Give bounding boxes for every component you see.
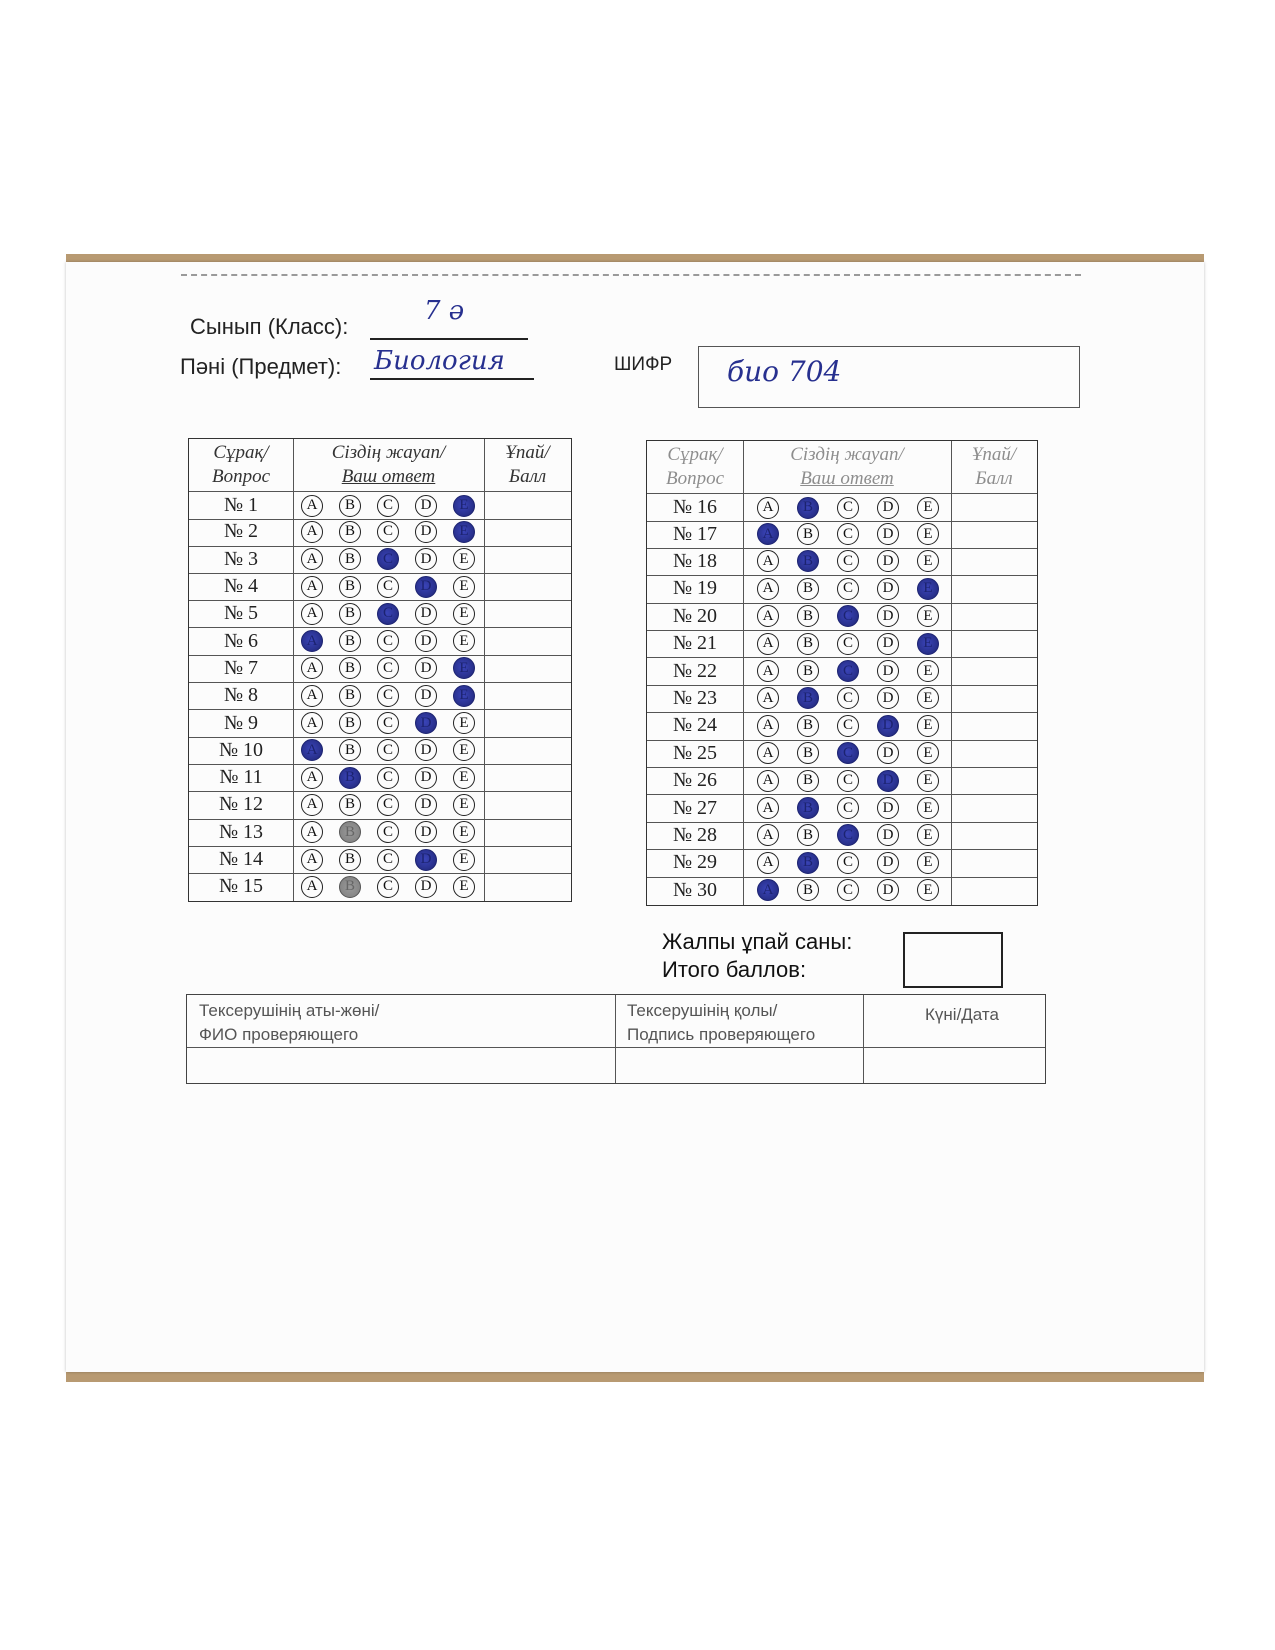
question-number: № 11 bbox=[219, 766, 263, 789]
question-number: № 3 bbox=[223, 547, 259, 570]
answer-bubble-a[interactable]: A bbox=[757, 550, 779, 572]
header-score bbox=[484, 439, 571, 493]
answer-bubble-d[interactable]: D bbox=[415, 849, 437, 871]
answer-bubble-a[interactable]: A bbox=[301, 849, 323, 871]
question-number: № 2 bbox=[223, 520, 259, 543]
answer-bubble-c[interactable]: C bbox=[837, 770, 859, 792]
question-row bbox=[189, 764, 571, 792]
answer-bubble-e[interactable]: E bbox=[917, 633, 939, 655]
question-number: № 20 bbox=[672, 604, 718, 627]
answer-bubble-b[interactable]: B bbox=[339, 849, 361, 871]
answer-bubble-e[interactable]: E bbox=[917, 797, 939, 819]
question-row bbox=[189, 655, 571, 683]
header-question-ru: Вопрос bbox=[665, 468, 725, 489]
answer-bubble-a[interactable]: A bbox=[757, 742, 779, 764]
answer-bubble-e[interactable]: E bbox=[453, 603, 475, 625]
question-row bbox=[647, 712, 1037, 740]
answer-bubble-e[interactable]: E bbox=[453, 521, 475, 543]
answer-bubble-a[interactable]: A bbox=[757, 797, 779, 819]
answer-bubble-c[interactable]: C bbox=[837, 633, 859, 655]
answer-bubble-b[interactable]: B bbox=[339, 576, 361, 598]
answer-bubble-d[interactable]: D bbox=[415, 521, 437, 543]
question-row bbox=[189, 546, 571, 574]
answer-bubble-c[interactable]: C bbox=[837, 550, 859, 572]
answer-bubble-c[interactable]: C bbox=[377, 794, 399, 816]
answer-bubble-d[interactable]: D bbox=[877, 770, 899, 792]
answer-bubble-e[interactable]: E bbox=[917, 523, 939, 545]
question-row bbox=[647, 657, 1037, 685]
answer-sheet bbox=[66, 262, 1204, 1372]
answer-bubble-c[interactable]: C bbox=[837, 523, 859, 545]
answer-bubble-d[interactable]: D bbox=[877, 578, 899, 600]
answer-bubble-c[interactable]: C bbox=[837, 605, 859, 627]
answer-bubble-e[interactable]: E bbox=[453, 821, 475, 843]
question-number: № 1 bbox=[223, 494, 259, 517]
answer-bubble-e[interactable]: E bbox=[453, 657, 475, 679]
answer-bubble-a[interactable]: A bbox=[757, 852, 779, 874]
answer-bubble-e[interactable]: E bbox=[453, 849, 475, 871]
answer-bubble-a[interactable]: A bbox=[301, 657, 323, 679]
answer-bubble-d[interactable]: D bbox=[877, 824, 899, 846]
answer-bubble-a[interactable]: A bbox=[301, 495, 323, 517]
answer-bubble-d[interactable]: D bbox=[415, 576, 437, 598]
question-row bbox=[189, 846, 571, 874]
question-row bbox=[647, 630, 1037, 658]
answer-bubble-e[interactable]: E bbox=[453, 794, 475, 816]
answer-bubble-b[interactable]: B bbox=[339, 630, 361, 652]
answer-bubble-c[interactable]: C bbox=[837, 879, 859, 901]
question-row bbox=[189, 791, 571, 819]
header-score-ru: Балл bbox=[508, 466, 547, 487]
header-answer bbox=[293, 439, 484, 493]
answer-bubble-a[interactable]: A bbox=[301, 767, 323, 789]
answer-bubble-b[interactable]: B bbox=[339, 521, 361, 543]
answer-bubble-d[interactable]: D bbox=[415, 876, 437, 898]
answer-bubble-d[interactable]: D bbox=[877, 550, 899, 572]
answer-bubble-b[interactable]: B bbox=[797, 797, 819, 819]
answer-bubble-e[interactable]: E bbox=[453, 630, 475, 652]
answer-bubble-e[interactable]: E bbox=[917, 770, 939, 792]
question-row bbox=[647, 794, 1037, 822]
answer-bubble-d[interactable]: D bbox=[877, 660, 899, 682]
answer-bubble-e[interactable]: E bbox=[453, 495, 475, 517]
answer-bubble-d[interactable]: D bbox=[415, 685, 437, 707]
answer-bubble-e[interactable]: E bbox=[453, 576, 475, 598]
answer-bubble-e[interactable]: E bbox=[917, 879, 939, 901]
answer-bubble-b[interactable]: B bbox=[339, 603, 361, 625]
answer-bubble-c[interactable]: C bbox=[377, 657, 399, 679]
question-number: № 10 bbox=[218, 738, 264, 761]
subject-label: Пәні (Предмет): bbox=[180, 354, 342, 379]
answer-bubble-b[interactable]: B bbox=[797, 742, 819, 764]
question-number: № 13 bbox=[218, 820, 264, 843]
answer-bubble-e[interactable]: E bbox=[917, 687, 939, 709]
question-number: № 22 bbox=[672, 659, 718, 682]
question-row bbox=[647, 685, 1037, 713]
answer-bubble-d[interactable]: D bbox=[877, 497, 899, 519]
answer-bubble-d[interactable]: D bbox=[415, 712, 437, 734]
answer-bubble-a[interactable]: A bbox=[757, 523, 779, 545]
answer-bubble-c[interactable]: C bbox=[377, 739, 399, 761]
header-question bbox=[647, 441, 743, 495]
answer-bubble-a[interactable]: A bbox=[757, 715, 779, 737]
answer-bubble-d[interactable]: D bbox=[877, 879, 899, 901]
question-number: № 24 bbox=[672, 714, 718, 737]
question-number: № 29 bbox=[672, 851, 718, 874]
question-row bbox=[189, 600, 571, 628]
answer-bubble-b[interactable]: B bbox=[797, 770, 819, 792]
answer-bubble-a[interactable]: A bbox=[757, 824, 779, 846]
question-row bbox=[189, 682, 571, 710]
total-label-ru: Итого баллов: bbox=[662, 957, 807, 982]
question-number: № 9 bbox=[223, 711, 259, 734]
answer-bubble-d[interactable]: D bbox=[415, 630, 437, 652]
answer-bubble-d[interactable]: D bbox=[415, 767, 437, 789]
answer-bubble-c[interactable]: C bbox=[377, 767, 399, 789]
question-number: № 16 bbox=[672, 496, 718, 519]
checker-row-divider bbox=[187, 1047, 1045, 1048]
question-row bbox=[647, 767, 1037, 795]
question-number: № 19 bbox=[672, 577, 718, 600]
answer-bubble-d[interactable]: D bbox=[415, 603, 437, 625]
question-number: № 25 bbox=[672, 741, 718, 764]
answer-bubble-e[interactable]: E bbox=[917, 852, 939, 874]
answer-bubble-d[interactable]: D bbox=[415, 495, 437, 517]
desk-edge-top bbox=[66, 254, 1204, 262]
header-score-kz: Ұпай/ bbox=[505, 442, 550, 463]
header-answer-ru: Ваш ответ bbox=[800, 468, 894, 489]
answer-bubble-a[interactable]: A bbox=[301, 603, 323, 625]
header-question-kz: Сұрақ/ bbox=[213, 442, 269, 463]
total-label-kz: Жалпы ұпай саны: bbox=[662, 929, 853, 954]
question-row bbox=[189, 491, 571, 520]
answer-bubble-d[interactable]: D bbox=[877, 523, 899, 545]
class-label: Сынып (Класс): bbox=[190, 314, 349, 339]
answer-bubble-b[interactable]: B bbox=[339, 685, 361, 707]
answer-bubble-b[interactable]: B bbox=[797, 687, 819, 709]
answer-bubble-e[interactable]: E bbox=[453, 876, 475, 898]
answer-bubble-a[interactable]: A bbox=[301, 630, 323, 652]
answer-bubble-a[interactable]: A bbox=[757, 879, 779, 901]
answer-bubble-e[interactable]: E bbox=[917, 578, 939, 600]
question-number: № 21 bbox=[672, 632, 718, 655]
answer-bubble-b[interactable]: B bbox=[797, 523, 819, 545]
answer-bubble-e[interactable]: E bbox=[453, 739, 475, 761]
answer-bubble-c[interactable]: C bbox=[837, 824, 859, 846]
checker-name-header bbox=[199, 999, 379, 1047]
answer-bubble-c[interactable]: C bbox=[837, 742, 859, 764]
answer-bubble-a[interactable]: A bbox=[301, 821, 323, 843]
answer-bubble-b[interactable]: B bbox=[797, 824, 819, 846]
answer-bubble-a[interactable]: A bbox=[301, 712, 323, 734]
answer-bubble-b[interactable]: B bbox=[797, 497, 819, 519]
answer-bubble-c[interactable]: C bbox=[377, 712, 399, 734]
answer-table-right bbox=[646, 440, 1038, 906]
answer-bubble-d[interactable]: D bbox=[415, 739, 437, 761]
answer-bubble-e[interactable]: E bbox=[453, 548, 475, 570]
checker-name-kz: Тексерушінің аты-жөні/ bbox=[199, 1001, 380, 1020]
question-row bbox=[189, 573, 571, 601]
answer-bubble-d[interactable]: D bbox=[877, 715, 899, 737]
cipher-box bbox=[698, 346, 1080, 408]
answer-bubble-e[interactable]: E bbox=[917, 550, 939, 572]
header-score bbox=[951, 441, 1037, 495]
answer-bubble-a[interactable]: A bbox=[301, 576, 323, 598]
header-answer-ru: Ваш ответ bbox=[341, 466, 436, 487]
answer-bubble-c[interactable]: C bbox=[377, 603, 399, 625]
class-value: 7 ә bbox=[424, 296, 465, 326]
answer-bubble-c[interactable]: C bbox=[377, 821, 399, 843]
answer-bubble-d[interactable]: D bbox=[415, 548, 437, 570]
answer-bubble-a[interactable]: A bbox=[301, 521, 323, 543]
answer-bubble-e[interactable]: E bbox=[917, 715, 939, 737]
question-row bbox=[647, 849, 1037, 877]
question-number: № 12 bbox=[218, 793, 264, 816]
question-number: № 26 bbox=[672, 769, 718, 792]
answer-bubble-b[interactable]: B bbox=[797, 578, 819, 600]
question-row bbox=[189, 518, 571, 546]
question-row bbox=[647, 575, 1037, 603]
answer-bubble-e[interactable]: E bbox=[917, 605, 939, 627]
checker-table bbox=[186, 994, 1046, 1084]
answer-bubble-c[interactable]: C bbox=[377, 876, 399, 898]
answer-bubble-b[interactable]: B bbox=[339, 495, 361, 517]
answer-bubble-d[interactable]: D bbox=[415, 821, 437, 843]
answer-bubble-e[interactable]: E bbox=[453, 712, 475, 734]
question-number: № 18 bbox=[672, 549, 718, 572]
question-row bbox=[189, 737, 571, 765]
question-row bbox=[647, 822, 1037, 850]
answer-bubble-d[interactable]: D bbox=[877, 742, 899, 764]
answer-bubble-d[interactable]: D bbox=[415, 794, 437, 816]
question-number: № 7 bbox=[223, 656, 259, 679]
question-row bbox=[647, 877, 1037, 904]
checker-signature-ru: Подпись проверяющего bbox=[627, 1025, 816, 1044]
answer-bubble-b[interactable]: B bbox=[339, 548, 361, 570]
question-row bbox=[189, 819, 571, 847]
checker-signature-header bbox=[627, 999, 815, 1047]
answer-bubble-e[interactable]: E bbox=[917, 824, 939, 846]
answer-bubble-e[interactable]: E bbox=[917, 497, 939, 519]
answer-bubble-b[interactable]: B bbox=[797, 715, 819, 737]
answer-bubble-a[interactable]: A bbox=[757, 578, 779, 600]
answer-bubble-b[interactable]: B bbox=[339, 767, 361, 789]
answer-bubble-c[interactable]: C bbox=[377, 685, 399, 707]
cipher-value: био 704 bbox=[727, 355, 842, 388]
answer-bubble-c[interactable]: C bbox=[837, 797, 859, 819]
question-row bbox=[647, 740, 1037, 768]
answer-bubble-e[interactable]: E bbox=[917, 742, 939, 764]
answer-bubble-a[interactable]: A bbox=[757, 660, 779, 682]
total-score-box[interactable] bbox=[903, 932, 1003, 988]
answer-bubble-a[interactable]: A bbox=[301, 739, 323, 761]
subject-underline bbox=[370, 378, 534, 380]
checker-signature-kz: Тексерушінің қолы/ bbox=[627, 1001, 778, 1020]
answer-table-left bbox=[188, 438, 572, 902]
answer-bubble-a[interactable]: A bbox=[757, 497, 779, 519]
question-number: № 27 bbox=[672, 796, 718, 819]
answer-bubble-b[interactable]: B bbox=[339, 657, 361, 679]
answer-bubble-a[interactable]: A bbox=[301, 685, 323, 707]
question-number: № 5 bbox=[223, 602, 259, 625]
answer-bubble-d[interactable]: D bbox=[877, 633, 899, 655]
question-number: № 30 bbox=[672, 878, 718, 901]
header-score-kz: Ұпай/ bbox=[971, 444, 1017, 465]
answer-bubble-a[interactable]: A bbox=[301, 548, 323, 570]
question-number: № 17 bbox=[672, 522, 718, 545]
question-row bbox=[189, 873, 571, 900]
answer-bubble-e[interactable]: E bbox=[453, 767, 475, 789]
answer-bubble-c[interactable]: C bbox=[837, 660, 859, 682]
answer-bubble-b[interactable]: B bbox=[797, 660, 819, 682]
question-number: № 14 bbox=[218, 848, 264, 871]
answer-bubble-d[interactable]: D bbox=[877, 687, 899, 709]
answer-bubble-b[interactable]: B bbox=[797, 879, 819, 901]
answer-bubble-c[interactable]: C bbox=[377, 521, 399, 543]
answer-bubble-a[interactable]: A bbox=[757, 633, 779, 655]
question-number: № 28 bbox=[672, 823, 718, 846]
answer-bubble-d[interactable]: D bbox=[877, 852, 899, 874]
question-row bbox=[189, 628, 571, 656]
answer-bubble-c[interactable]: C bbox=[837, 578, 859, 600]
answer-bubble-e[interactable]: E bbox=[453, 685, 475, 707]
question-number: № 4 bbox=[223, 575, 259, 598]
answer-bubble-c[interactable]: C bbox=[377, 576, 399, 598]
answer-bubble-d[interactable]: D bbox=[415, 657, 437, 679]
answer-bubble-c[interactable]: C bbox=[837, 715, 859, 737]
total-label bbox=[662, 928, 852, 984]
col-divider bbox=[863, 995, 864, 1083]
answer-bubble-b[interactable]: B bbox=[797, 633, 819, 655]
question-number: № 23 bbox=[672, 686, 718, 709]
answer-bubble-c[interactable]: C bbox=[377, 495, 399, 517]
question-row bbox=[189, 709, 571, 737]
answer-bubble-b[interactable]: B bbox=[797, 550, 819, 572]
header-question-kz: Сұрақ/ bbox=[667, 444, 723, 465]
answer-bubble-c[interactable]: C bbox=[837, 497, 859, 519]
header-question-ru: Вопрос bbox=[211, 466, 271, 487]
answer-bubble-a[interactable]: A bbox=[301, 794, 323, 816]
answer-bubble-d[interactable]: D bbox=[877, 797, 899, 819]
answer-bubble-a[interactable]: A bbox=[757, 687, 779, 709]
cipher-label: ШИФР bbox=[614, 354, 673, 375]
question-row bbox=[647, 603, 1037, 631]
answer-bubble-a[interactable]: A bbox=[301, 876, 323, 898]
answer-bubble-d[interactable]: D bbox=[877, 605, 899, 627]
checker-name-ru: ФИО проверяющего bbox=[199, 1025, 359, 1044]
col-divider bbox=[615, 995, 616, 1083]
header-answer bbox=[743, 441, 951, 495]
checker-date-header: Күні/Дата bbox=[925, 1005, 999, 1024]
answer-bubble-c[interactable]: C bbox=[377, 548, 399, 570]
question-row bbox=[647, 548, 1037, 576]
header-score-ru: Балл bbox=[975, 468, 1013, 489]
answer-bubble-b[interactable]: B bbox=[797, 605, 819, 627]
answer-bubble-b[interactable]: B bbox=[339, 821, 361, 843]
answer-bubble-b[interactable]: B bbox=[339, 876, 361, 898]
answer-bubble-c[interactable]: C bbox=[377, 630, 399, 652]
header-question bbox=[189, 439, 293, 493]
class-underline bbox=[370, 338, 528, 340]
answer-bubble-a[interactable]: A bbox=[757, 770, 779, 792]
header-answer-kz: Сіздің жауап/ bbox=[331, 442, 446, 463]
question-number: № 15 bbox=[218, 875, 264, 898]
question-number: № 8 bbox=[223, 684, 259, 707]
answer-bubble-b[interactable]: B bbox=[339, 739, 361, 761]
answer-bubble-b[interactable]: B bbox=[339, 794, 361, 816]
answer-bubble-e[interactable]: E bbox=[917, 660, 939, 682]
question-row bbox=[647, 493, 1037, 522]
answer-bubble-b[interactable]: B bbox=[797, 852, 819, 874]
tear-line bbox=[181, 274, 1081, 276]
answer-bubble-b[interactable]: B bbox=[339, 712, 361, 734]
answer-bubble-a[interactable]: A bbox=[757, 605, 779, 627]
question-number: № 6 bbox=[223, 629, 259, 652]
header-answer-kz: Сіздің жауап/ bbox=[790, 444, 904, 465]
question-row bbox=[647, 520, 1037, 548]
answer-bubble-c[interactable]: C bbox=[837, 687, 859, 709]
desk-edge-bottom bbox=[66, 1372, 1204, 1382]
answer-bubble-c[interactable]: C bbox=[377, 849, 399, 871]
subject-value: Биология bbox=[374, 346, 505, 376]
answer-bubble-c[interactable]: C bbox=[837, 852, 859, 874]
